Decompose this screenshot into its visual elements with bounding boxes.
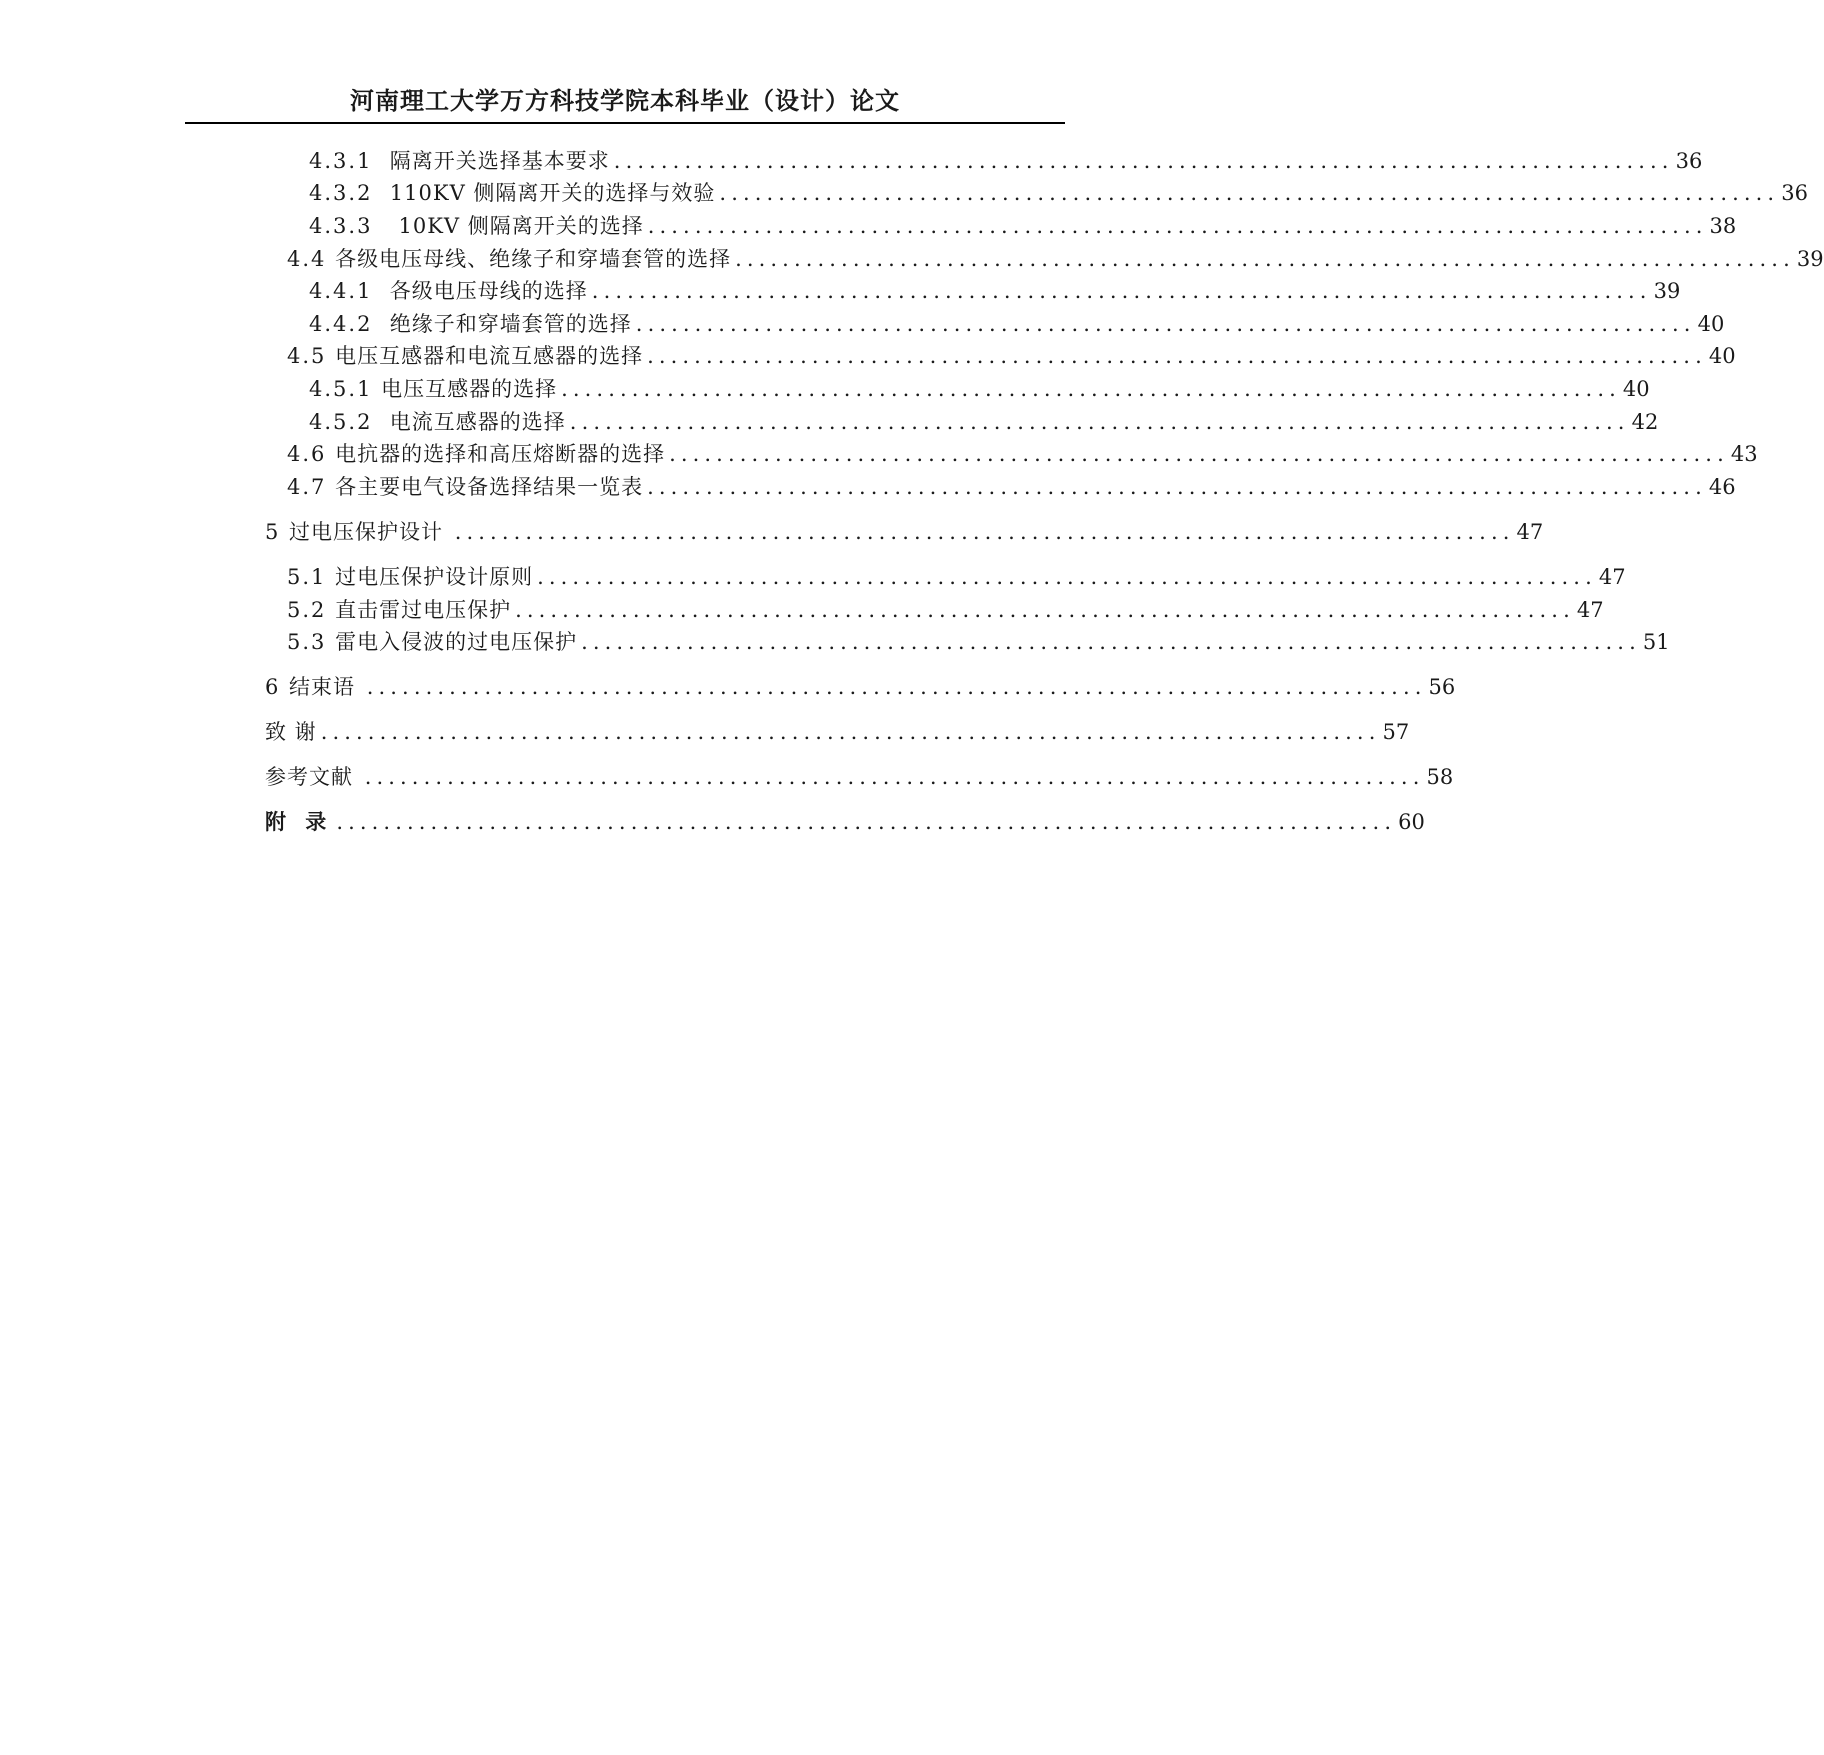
- toc-entry-page: 47: [1516, 520, 1544, 544]
- toc-entry-title: 附 录: [265, 809, 333, 834]
- toc-entry-number: 5: [265, 520, 290, 544]
- toc-entry-number: 5.1: [287, 565, 336, 589]
- toc-entry-title: 隔离开关选择基本要求: [389, 149, 610, 173]
- toc-entry[interactable]: [309, 178, 1808, 208]
- toc-entry[interactable]: [287, 472, 1736, 502]
- toc-entry-title: 直击雷过电压保护: [335, 598, 512, 622]
- toc-entry-title: 过电压保护设计: [289, 520, 451, 544]
- toc-entry[interactable]: [287, 562, 1626, 592]
- toc-entry-page: 60: [1398, 810, 1425, 834]
- toc-entry-title: 各主要电气设备选择结果一览表: [335, 475, 644, 499]
- toc-entry[interactable]: [287, 341, 1736, 371]
- toc-entry-page: 42: [1631, 410, 1659, 434]
- toc-dot-leader: ..........................................................................................: [735, 247, 1795, 271]
- toc-entry-title: 电压互感器和电流互感器的选择: [335, 344, 644, 368]
- toc-entry-page: 38: [1709, 214, 1737, 238]
- toc-entry-number: 4.4.1: [309, 279, 390, 303]
- toc-entry[interactable]: [309, 211, 1737, 241]
- toc-entry-title: 10KV 侧隔离开关的选择: [398, 214, 644, 238]
- toc-entry-title: 电压互感器的选择: [381, 377, 558, 401]
- toc-entry-page: 36: [1675, 149, 1703, 173]
- toc-dot-leader: ..........................................................................................: [635, 312, 1696, 336]
- toc-entry[interactable]: [309, 407, 1659, 437]
- toc-entry-title: 各级电压母线、绝缘子和穿墙套管的选择: [335, 247, 732, 271]
- toc-entry-page: 40: [1622, 377, 1650, 401]
- toc-entry[interactable]: [265, 717, 1410, 747]
- toc-entry[interactable]: [265, 517, 1544, 547]
- toc-entry-title: 绝缘子和穿墙套管的选择: [389, 312, 632, 336]
- toc-entry[interactable]: [265, 672, 1456, 702]
- toc-entry[interactable]: [287, 627, 1670, 657]
- header-divider: [185, 122, 1065, 124]
- toc-entry[interactable]: [265, 807, 1425, 837]
- toc-dot-leader: ..........................................................................................: [366, 675, 1427, 699]
- toc-entry-page: 39: [1653, 279, 1681, 303]
- toc-dot-leader: ..........................................................................................: [669, 442, 1729, 466]
- toc-entry-number: 4.3.1: [309, 149, 390, 173]
- toc-entry-number: 4.4: [287, 247, 336, 271]
- toc-entry-number: 5.2: [287, 598, 336, 622]
- toc-entry-page: 40: [1697, 312, 1725, 336]
- toc-entry-title: 110KV 侧隔离开关的选择与效验: [389, 181, 716, 205]
- toc-entry-title: 参考文献: [265, 765, 361, 789]
- toc-dot-leader: ..........................................................................................: [591, 279, 1652, 303]
- page-header-title: 河南理工大学万方科技学院本科毕业（设计）论文: [350, 86, 900, 115]
- toc-entry-page: 39: [1796, 247, 1824, 271]
- toc-entry-title: 致 谢: [265, 720, 317, 744]
- toc-entry-page: 40: [1708, 344, 1736, 368]
- toc-entry[interactable]: [309, 146, 1703, 176]
- toc-entry-number: 4.6: [287, 442, 336, 466]
- toc-dot-leader: ..........................................................................................: [719, 181, 1780, 205]
- toc-entry-number: 4.5: [287, 344, 336, 368]
- toc-entry-number: 4.3.3: [309, 214, 399, 238]
- toc-entry-number: 4.3.2: [309, 181, 390, 205]
- toc-entry[interactable]: [287, 244, 1824, 274]
- toc-entry[interactable]: [265, 762, 1454, 792]
- toc-dot-leader: ..........................................................................................: [561, 377, 1621, 401]
- toc-dot-leader: ..........................................................................................: [336, 810, 1397, 834]
- toc-dot-leader: ..........................................................................................: [647, 214, 1708, 238]
- toc-entry-page: 57: [1382, 720, 1410, 744]
- toc-dot-leader: ..........................................................................................: [454, 520, 1515, 544]
- toc-entry-page: 56: [1428, 675, 1456, 699]
- toc-entry-page: 51: [1642, 630, 1670, 654]
- toc-entry-number: 4.4.2: [309, 312, 390, 336]
- toc-entry-title: 雷电入侵波的过电压保护: [335, 630, 578, 654]
- toc-dot-leader: ..........................................................................................: [613, 149, 1674, 173]
- toc-entry-page: 36: [1781, 181, 1808, 205]
- toc-dot-leader: ..........................................................................................: [515, 598, 1575, 622]
- toc-entry[interactable]: [287, 439, 1758, 469]
- toc-entry-number: 4.7: [287, 475, 336, 499]
- toc-dot-leader: ..........................................................................................: [581, 630, 1641, 654]
- toc-entry-number: 4.5.1: [309, 377, 382, 401]
- toc-entry-page: 47: [1598, 565, 1626, 589]
- toc-dot-leader: ..........................................................................................: [647, 344, 1707, 368]
- toc-entry[interactable]: [309, 309, 1725, 339]
- toc-entry-page: 46: [1708, 475, 1736, 499]
- toc-entry-number: 4.5.2: [309, 410, 390, 434]
- toc-entry-title: 过电压保护设计原则: [335, 565, 534, 589]
- toc-entry-number: 5.3: [287, 630, 336, 654]
- toc-entry[interactable]: [287, 595, 1604, 625]
- toc-entry-page: 43: [1730, 442, 1758, 466]
- toc-dot-leader: ..........................................................................................: [537, 565, 1597, 589]
- toc-entry-title: 结束语: [289, 675, 363, 699]
- toc-entry-title: 电抗器的选择和高压熔断器的选择: [335, 442, 666, 466]
- toc-dot-leader: ..........................................................................................: [320, 720, 1381, 744]
- toc-entry-page: 47: [1576, 598, 1604, 622]
- toc-dot-leader: ..........................................................................................: [569, 410, 1630, 434]
- toc-entry[interactable]: [309, 276, 1681, 306]
- toc-dot-leader: ..........................................................................................: [647, 475, 1707, 499]
- toc-entry-page: 58: [1426, 765, 1454, 789]
- toc-entry[interactable]: [309, 374, 1650, 404]
- toc-dot-leader: ..........................................................................................: [364, 765, 1425, 789]
- toc-entry-number: 6: [265, 675, 290, 699]
- toc-entry-title: 各级电压母线的选择: [389, 279, 588, 303]
- toc-entry-title: 电流互感器的选择: [389, 410, 566, 434]
